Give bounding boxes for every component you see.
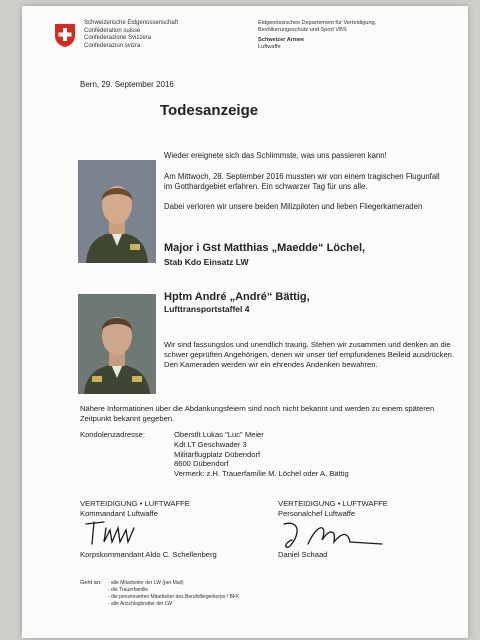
distribution-label: Geht an: xyxy=(80,580,102,586)
letter-sheet xyxy=(22,6,468,638)
gov-line: Confederazione Svizzera xyxy=(84,35,152,42)
gov-line: Confederaziun svizra xyxy=(84,42,141,49)
signatory-name-right: Daniel Schaad xyxy=(278,550,328,559)
address-line: Kdt LT Geschwader 3 xyxy=(174,439,247,449)
kondolenz-address xyxy=(174,430,349,479)
dept-line: Schweizer Armee xyxy=(258,37,305,43)
distribution-list xyxy=(108,580,239,608)
address-line: 8600 Dübendorf xyxy=(174,459,229,469)
funeral-info-paragraph: Nähere Informationen über die Abdankungsfeiern sind noch nicht bekannt und werden zu einem späteren Zeitpunkt bekannt gegeben. xyxy=(80,404,435,423)
page-title: Todesanzeige xyxy=(160,102,259,119)
accident-paragraph: Am Mittwoch, 28. September 2016 mussten wir von einem tragischen Flugunfall im Gotthardgebiet erfahren. Ein schwarzer Tag für uns alle. xyxy=(164,172,440,191)
address-line: Vermerk: z.H. Trauerfamilie M. Löchel oder A. Bättig xyxy=(174,469,349,479)
swiss-coat-of-arms-icon xyxy=(52,22,78,48)
letter-date: Bern, 29. September 2016 xyxy=(80,80,174,89)
kondolenz-label: Kondolenzadresse: xyxy=(80,430,146,439)
condolence-paragraph: Wir sind fassungslos und unendlich traurig. Stehen wir zusammen und denken an die schwer geprüften Angehörigen, denen wir unser tief empfundenes Beileid ausdrücken. Den Kameraden werden wir ein ehrendes Andenken bewahren. xyxy=(164,340,455,369)
person-unit-1: Stab Kdo Einsatz LW xyxy=(164,257,249,267)
distribution-item: - alle Anschlagbretter der LW xyxy=(108,601,173,607)
person-unit-2: Lufttransportstaffel 4 xyxy=(164,304,250,314)
signatory-org: VERTEIDIGUNG • LUFTWAFFE xyxy=(80,499,190,508)
handwritten-signature-left xyxy=(82,514,172,550)
distribution-item: - die Trauerfamilie xyxy=(108,587,149,593)
signatory-name-left: Korpskommandant Aldo C. Schellenberg xyxy=(80,550,217,559)
handwritten-signature-right xyxy=(278,514,388,554)
person-name-2: Hptm André „André“ Bättig, xyxy=(164,291,310,303)
gov-line: Confédération suisse xyxy=(84,27,141,34)
signatory-org: VERTEIDIGUNG • LUFTWAFFE xyxy=(278,499,388,508)
distribution-item: - alle Mitarbeiter der LW (per Mail) xyxy=(108,580,184,586)
intro-paragraph: Wieder ereignete sich das Schlimmste, was uns passieren kann! xyxy=(164,151,387,160)
address-line: Oberstlt Lukas "Luc" Meier xyxy=(174,430,264,439)
dept-line: Eidgenössisches Departement für Verteidigung, xyxy=(258,20,377,26)
department-block xyxy=(258,20,376,51)
signatory-role: Personalchef Luftwaffe xyxy=(278,508,356,518)
dept-line: Luftwaffe xyxy=(258,44,281,50)
loss-paragraph: Dabei verloren wir unsere beiden Milizpiloten und lieben Fliegerkameraden xyxy=(164,202,423,211)
gov-line: Schweizerische Eidgenossenschaft xyxy=(84,20,179,26)
portrait-photo-2 xyxy=(78,294,156,394)
signatory-role: Kommandant Luftwaffe xyxy=(80,508,158,518)
portrait-photo-1 xyxy=(78,160,156,263)
address-line: Militärflugplatz Dübendorf xyxy=(174,449,261,459)
dept-line: Bevölkerungsschutz und Sport VBS xyxy=(258,27,347,33)
government-name-block xyxy=(84,20,178,50)
person-name-1: Major i Gst Matthias „Maedde“ Löchel, xyxy=(164,242,366,254)
distribution-item: - die pensionierten Mitarbeiter des Berufsfliegerkorps / BFK xyxy=(108,594,240,600)
